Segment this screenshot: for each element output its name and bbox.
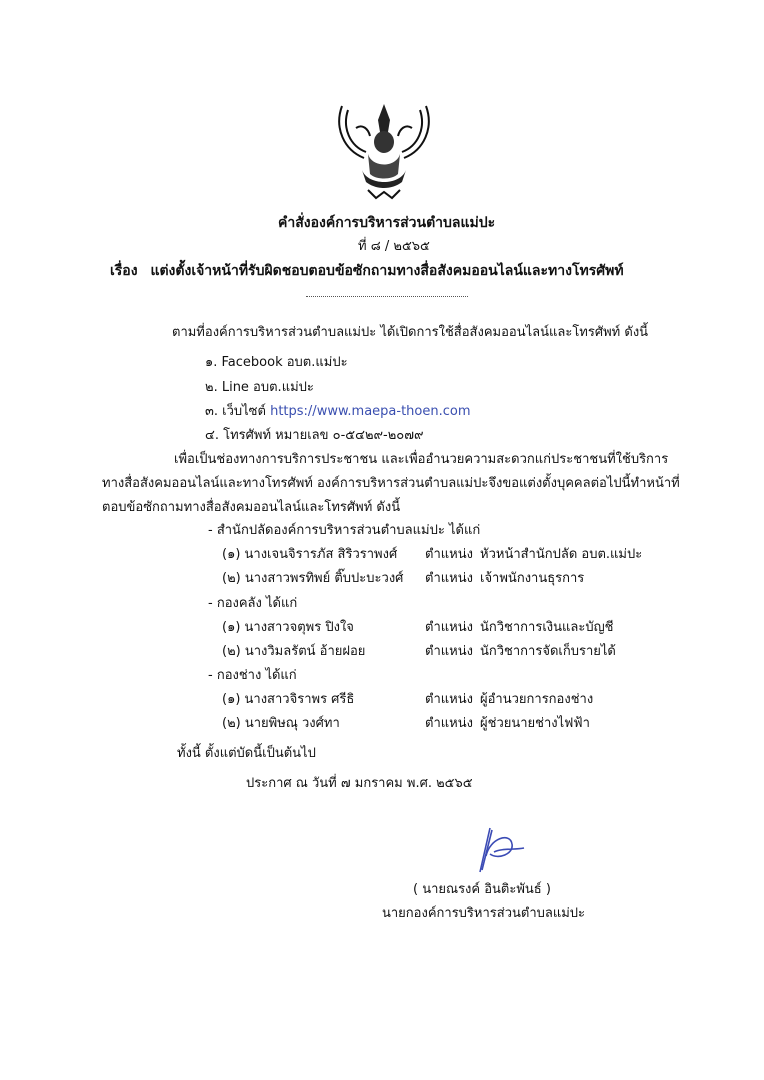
position-label: ตำแหน่ง xyxy=(425,644,473,659)
signatory-title: นายกองค์การบริหารส่วนตำบลแม่ปะ xyxy=(382,906,586,921)
effective-statement: ทั้งนี้ ตั้งแต่บัดนี้เป็นต้นไป xyxy=(177,746,316,761)
purpose-line-3: ตอบข้อซักถามทางสื่อสังคมออนไลน์และโทรศัพท์ ดังนี้ xyxy=(102,500,401,515)
subject-text: แต่งตั้งเจ้าหน้าที่รับผิดชอบตอบข้อซักถามทางสื่อสังคมออนไลน์และทางโทรศัพท์ xyxy=(150,263,624,279)
department-heading-engineering: - กองช่าง ได้แก่ xyxy=(208,668,297,683)
channel-website-label: ๓. เว็บไซต์ xyxy=(205,404,266,419)
staff-position: ผู้อำนวยการกองช่าง xyxy=(480,692,594,707)
position-label: ตำแหน่ง xyxy=(425,547,473,562)
order-title: คำสั่งองค์การบริหารส่วนตำบลแม่ปะ xyxy=(278,215,496,231)
staff-position: เจ้าพนักงานธุรการ xyxy=(480,571,585,586)
department-heading-finance: - กองคลัง ได้แก่ xyxy=(208,596,298,611)
announcement-date: ประกาศ ณ วันที่ ๗ มกราคม พ.ศ. ๒๕๖๕ xyxy=(246,776,473,791)
staff-position: นักวิชาการเงินและบัญชี xyxy=(480,620,614,635)
staff-name: (๒) นางสาวพรทิพย์ ติ๊บปะบะวงศ์ xyxy=(222,571,404,586)
position-label: ตำแหน่ง xyxy=(425,716,473,731)
department-heading-office: - สำนักปลัดองค์การบริหารส่วนตำบลแม่ปะ ได้แก่ xyxy=(208,523,481,538)
position-label: ตำแหน่ง xyxy=(425,620,473,635)
purpose-line-2: ทางสื่อสังคมออนไลน์และทางโทรศัพท์ องค์การบริหารส่วนตำบลแม่ปะจึงขอแต่งตั้งบุคคลต่อไปนี้ทำหน้าที่ xyxy=(102,476,680,491)
staff-name: (๑) นางสาวจิราพร ศรีธิ xyxy=(222,692,355,707)
channel-facebook: ๑. Facebook อบต.แม่ปะ xyxy=(205,355,348,370)
order-number: ที่ ๘ / ๒๕๖๕ xyxy=(358,239,430,254)
channel-phone: ๔. โทรศัพท์ หมายเลข ๐-๕๔๒๙-๒๐๗๙ xyxy=(205,428,424,443)
position-label: ตำแหน่ง xyxy=(425,692,473,707)
website-link[interactable]: https://www.maepa-thoen.com xyxy=(270,404,471,419)
staff-name: (๑) นางเจนจิรารภัส สิริวราพงศ์ xyxy=(222,547,398,562)
subject-line xyxy=(110,262,624,280)
staff-name: (๑) นางสาวจตุพร ปิงใจ xyxy=(222,620,354,635)
garuda-emblem-icon xyxy=(328,98,440,202)
channel-line: ๒. Line อบต.แม่ปะ xyxy=(205,380,314,395)
purpose-line-1: เพื่อเป็นช่องทางการบริการประชาชน และเพื่ออำนวยความสะดวกแก่ประชาชนที่ใช้บริการ xyxy=(174,452,669,467)
subject-label: เรื่อง xyxy=(110,263,138,279)
staff-name: (๒) นางวิมลรัตน์ อ้ายฝอย xyxy=(222,644,366,659)
header-divider xyxy=(306,296,468,297)
staff-position: นักวิชาการจัดเก็บรายได้ xyxy=(480,644,616,659)
intro-text: ตามที่องค์การบริหารส่วนตำบลแม่ปะ ได้เปิดการใช้สื่อสังคมออนไลน์และโทรศัพท์ ดังนี้ xyxy=(172,325,649,340)
signatory-name: ( นายณรงค์ อินติะพันธ์ ) xyxy=(413,882,551,897)
signature-icon xyxy=(468,826,528,876)
staff-position: ผู้ช่วยนายช่างไฟฟ้า xyxy=(480,716,590,731)
channel-website xyxy=(205,404,471,420)
position-label: ตำแหน่ง xyxy=(425,571,473,586)
staff-name: (๒) นายพิษณุ วงศ์ทา xyxy=(222,716,340,731)
staff-position: หัวหน้าสำนักปลัด อบต.แม่ปะ xyxy=(480,547,643,562)
